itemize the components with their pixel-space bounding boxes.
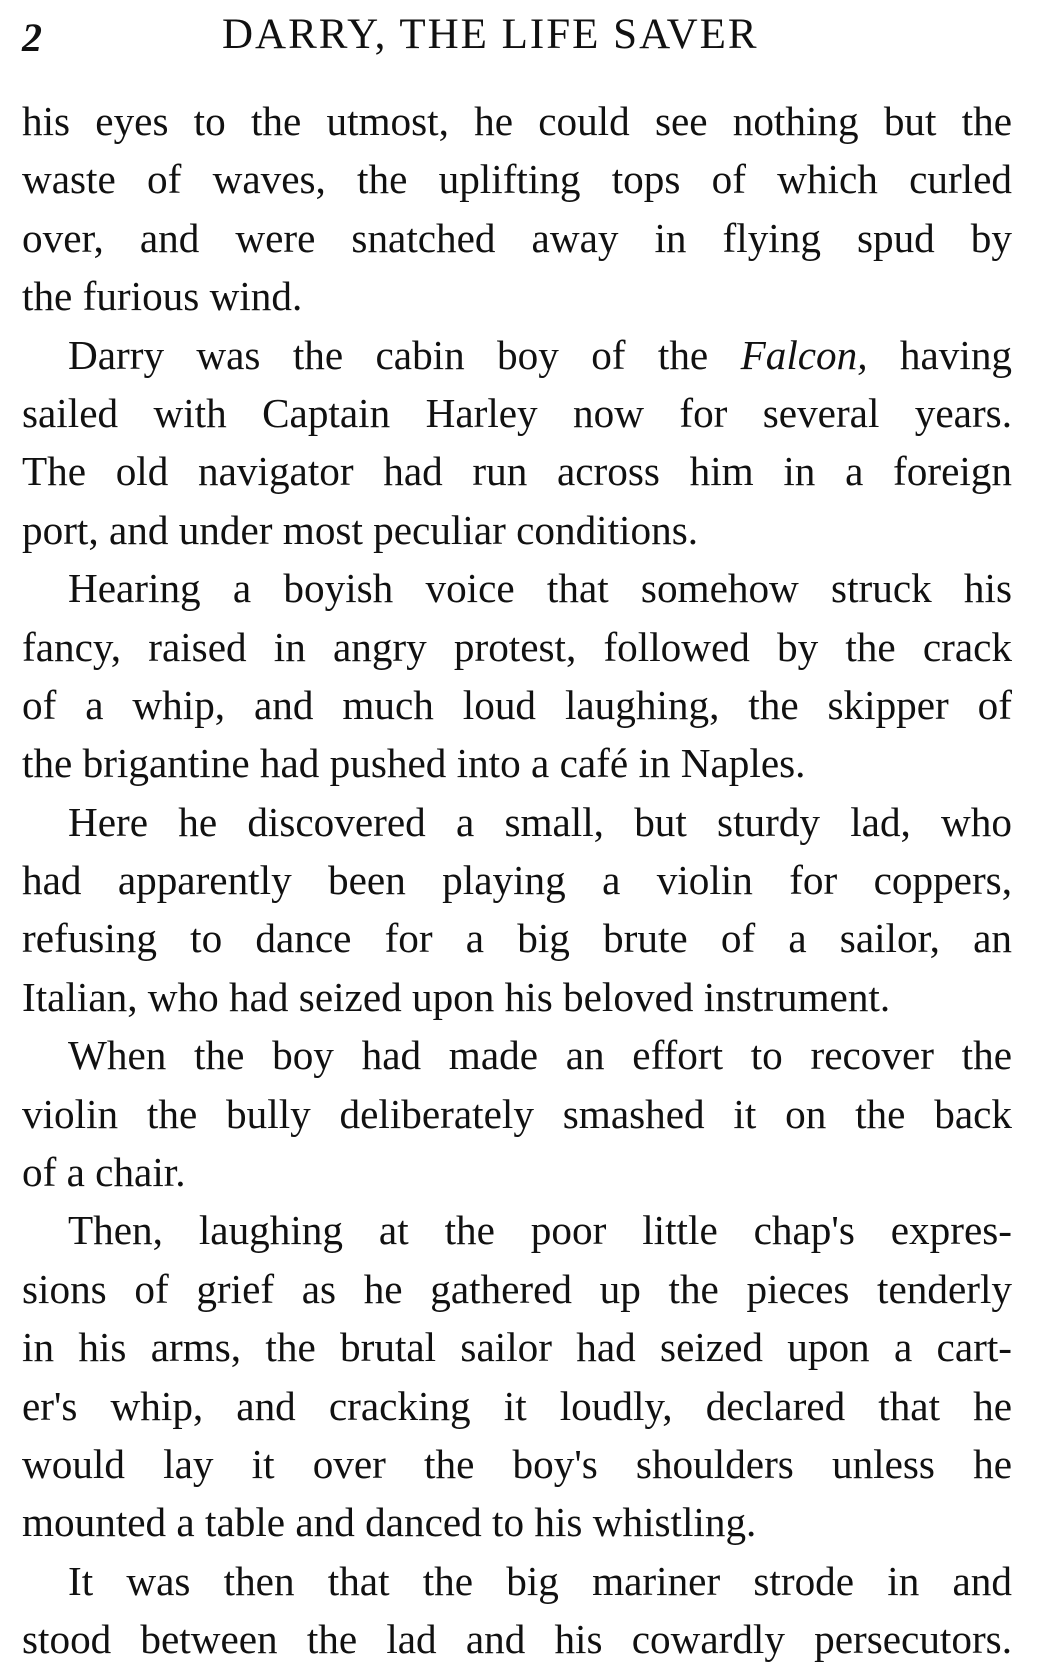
text-line: Italian, who had seized upon his beloved instrument. bbox=[22, 973, 891, 1020]
text-line: the furious wind. bbox=[22, 273, 303, 320]
text-line: of a whip, and much loud laughing, the skipper of bbox=[22, 681, 1012, 728]
text-line: of a chair. bbox=[22, 1149, 186, 1196]
text-line: refusing to dance for a big brute of a sailor, an bbox=[22, 915, 1012, 962]
text-line: port, and under most peculiar conditions. bbox=[22, 506, 699, 553]
text-line: fancy, raised in angry protest, followed by the crack bbox=[22, 623, 1012, 670]
text-line: the brigantine had pushed into a café in Naples. bbox=[22, 740, 806, 787]
text-line: waste of waves, the uplifting tops of which curled bbox=[22, 156, 1012, 203]
text-line: mounted a table and danced to his whistling. bbox=[22, 1499, 757, 1546]
text-line: Hearing a boyish voice that somehow struck his bbox=[68, 565, 1012, 612]
text-line: over, and were snatched away in flying spud by bbox=[22, 214, 1012, 261]
text-line: his eyes to the utmost, he could see nothing but the bbox=[22, 98, 1012, 144]
text-line: When the boy had made an effort to recover the bbox=[68, 1032, 1012, 1079]
page-header bbox=[22, 10, 1023, 70]
text-line: stood between the lad and his cowardly persecutors. bbox=[22, 1616, 1012, 1663]
text-segment: having bbox=[899, 331, 1013, 378]
text-line: in his arms, the brutal sailor had seized upon a cart- bbox=[22, 1324, 1012, 1371]
running-title: DARRY, THE LIFE SAVER bbox=[222, 11, 759, 58]
text-line: Then, laughing at the poor little chap's expres- bbox=[68, 1207, 1012, 1254]
text-line: sailed with Captain Harley now for several years. bbox=[22, 389, 1012, 436]
text-line: It was then that the big mariner strode in and bbox=[68, 1557, 1012, 1604]
text-line: Here he discovered a small, but sturdy lad, who bbox=[68, 798, 1012, 845]
ship-name: Falcon, bbox=[740, 331, 868, 378]
text-line bbox=[22, 326, 1012, 384]
page-number: 2 bbox=[22, 15, 42, 60]
text-segment: Darry was the cabin boy of the bbox=[68, 331, 709, 378]
text-line: violin the bully deliberately smashed it on the back bbox=[22, 1090, 1012, 1137]
text-line: er's whip, and cracking it loudly, declared that he bbox=[22, 1382, 1012, 1429]
text-line: sions of grief as he gathered up the pieces tenderly bbox=[22, 1265, 1012, 1312]
text-line: would lay it over the boy's shoulders unless he bbox=[22, 1440, 1012, 1487]
body-text bbox=[22, 92, 1012, 1669]
text-line: The old navigator had run across him in a foreign bbox=[22, 448, 1012, 495]
text-line: had apparently been playing a violin for coppers, bbox=[22, 857, 1012, 904]
